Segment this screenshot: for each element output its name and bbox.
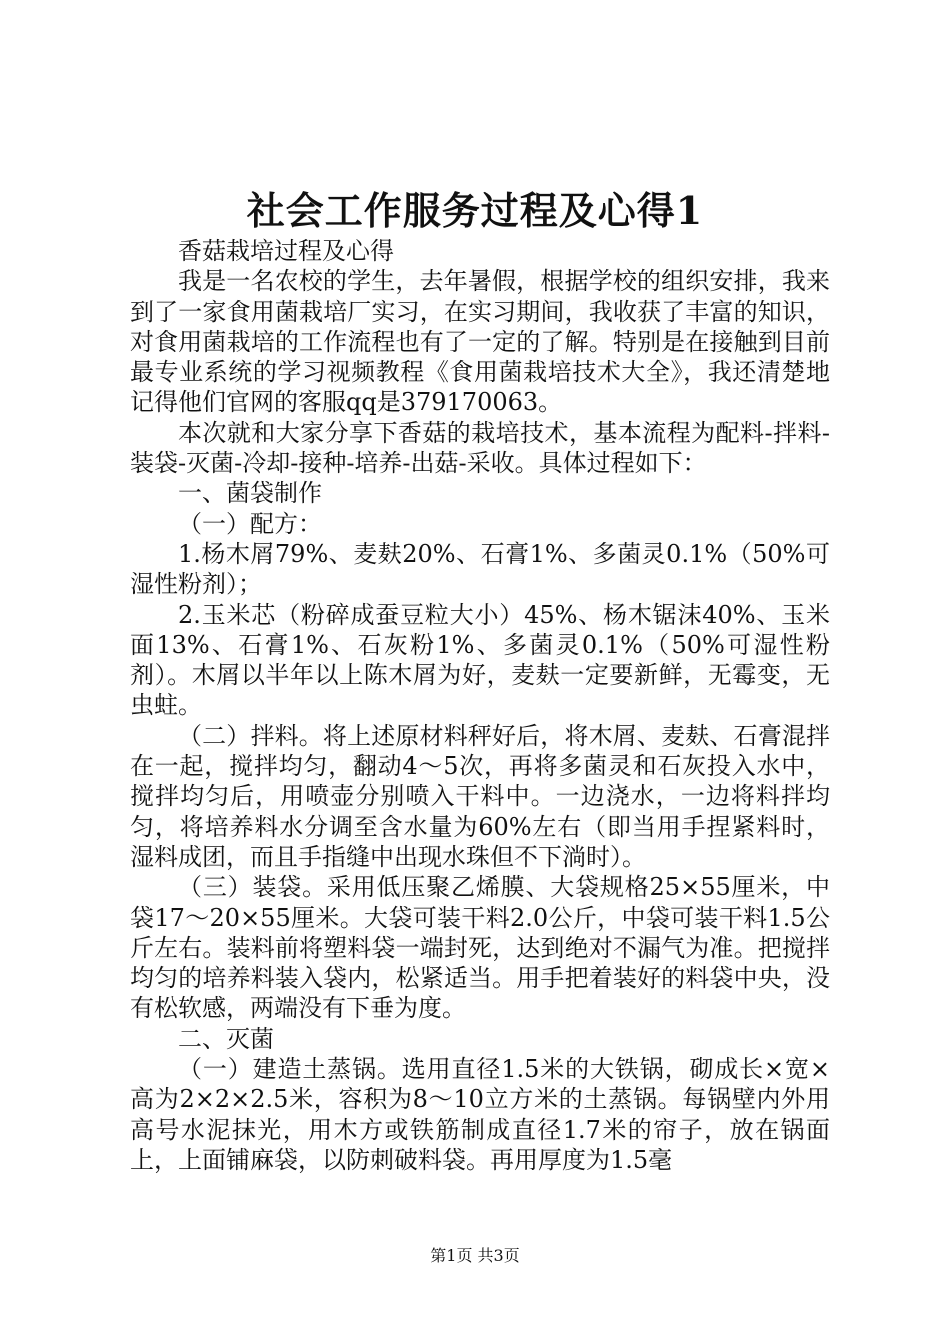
formula-item-1: 1.杨木屑79%、麦麸20%、石膏1%、多菌灵0.1%（50%可湿性粉剂）； xyxy=(130,539,830,599)
paragraph-mixing: （二）拌料。将上述原材料秤好后，将木屑、麦麸、石膏混拌在一起，搅拌均匀，翻动4～5次，再将多菌灵和石灰投入水中，搅拌均匀后，用喷壶分别喷入干料中。一边浇水，一边将料拌均匀，将培养料水分调至含水量为60%左右（即当用手捏紧料时，湿料成团，而且手指缝中出现水珠但不下淌时）。 xyxy=(130,721,830,871)
section-heading-bag-making: 一、菌袋制作 xyxy=(178,479,322,508)
document-title: 社会工作服务过程及心得1 xyxy=(246,188,704,233)
formula-item-2: 2.玉米芯（粉碎成蚕豆粒大小）45%、杨木锯沫40%、玉米面13%、石膏1%、石灰粉1%、多菌灵0.1%（50%可湿性粉剂）。木屑以半年以上陈木屑为好，麦麸一定要新鲜，无霉变，无虫蛀。 xyxy=(130,600,830,720)
subsection-heading-formula: （一）配方： xyxy=(178,509,322,538)
page-footer: 第1页 共3页 xyxy=(430,1246,520,1265)
paragraph-process-overview: 本次就和大家分享下香菇的栽培技术，基本流程为配料-拌料-装袋-灭菌-冷却-接种-培养-出菇-采收。具体过程如下： xyxy=(130,418,830,478)
paragraph-subtitle: 香菇栽培过程及心得 xyxy=(178,237,394,265)
document-body xyxy=(130,236,830,1175)
paragraph-bagging: （三）装袋。采用低压聚乙烯膜、大袋规格25×55厘米，中袋17～20×55厘米。大袋可装干料2.0公斤，中袋可装干料1.5公斤左右。装料前将塑料袋一端封死，达到绝对不漏气为准。把搅拌均匀的培养料装入袋内，松紧适当。用手把着装好的料袋中央，没有松软感，两端没有下垂为度。 xyxy=(130,873,830,1023)
paragraph-intro: 我是一名农校的学生，去年暑假，根据学校的组织安排，我来到了一家食用菌栽培厂实习，在实习期间，我收获了丰富的知识，对食用菌栽培的工作流程也有了一定的了解。特别是在接触到目前最专业系统的学习视频教程《食用菌栽培技术大全》，我还清楚地记得他们官网的客服qq是379170063。 xyxy=(130,267,830,417)
paragraph-steamer: （一）建造土蒸锅。选用直径1.5米的大铁锅，砌成长×宽×高为2×2×2.5米，容积为8～10立方米的土蒸锅。每锅壁内外用高号水泥抹光，用木方或铁筋制成直径1.7米的帘子，放在锅面上，上面铺麻袋，以防刺破料袋。再用厚度为1.5毫 xyxy=(130,1055,830,1174)
section-heading-sterilization: 二、灭菌 xyxy=(178,1024,274,1053)
